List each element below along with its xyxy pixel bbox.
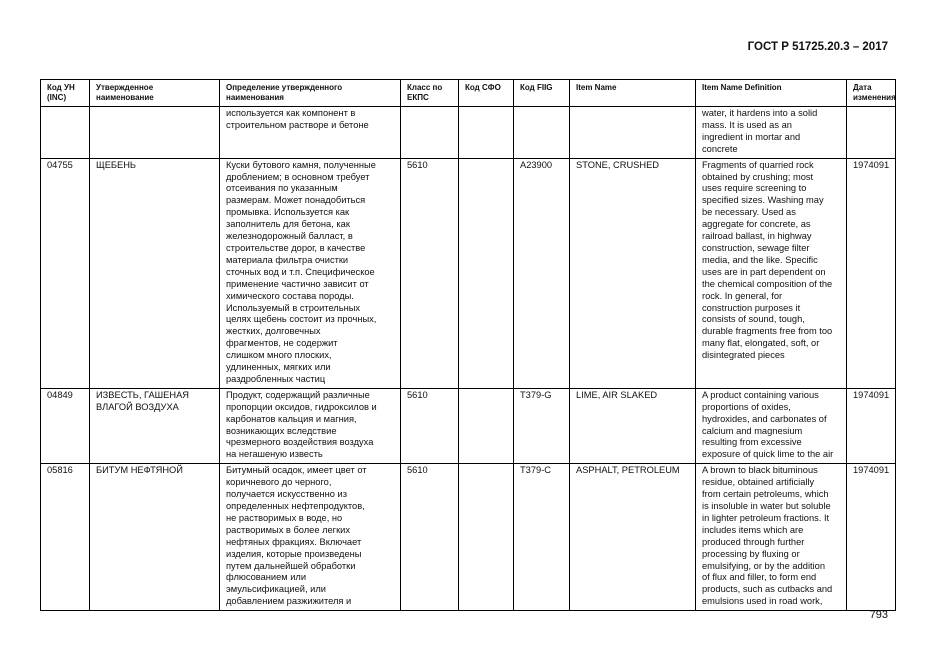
col-header-sfo: Код СФО — [459, 80, 514, 107]
text-line: эмульсификацией, или — [226, 584, 326, 595]
col-header-inc: Код УН (INC) — [41, 80, 90, 107]
text-line: чрезмерного воздействия воздуха — [226, 437, 374, 448]
text-line: emulsifying, or by the addition — [702, 560, 825, 571]
cell-date: 1974091 — [847, 464, 896, 611]
text-line: на негашеную известь — [226, 449, 323, 460]
text-line: aggregate for concrete, as — [702, 219, 811, 230]
cell-item-def — [696, 158, 847, 388]
cell-name — [90, 107, 220, 159]
cell-date — [847, 107, 896, 159]
text-line: применение частично зависит от — [226, 278, 369, 289]
cell-inc: 05816 — [41, 464, 90, 611]
text-line: processing by fluxing or — [702, 548, 800, 559]
text-line: resulting from excessive — [702, 437, 802, 448]
text-line: строительном растворе и бетоне — [226, 119, 369, 130]
text-line: mass. It is used as an — [702, 119, 792, 130]
col-header-item-name: Item Name — [570, 80, 696, 107]
text-line: промывка. Используется как — [226, 207, 350, 218]
text-line: obtained by crushing; most — [702, 171, 814, 182]
col-header-class: Класс по ЕКПС — [401, 80, 459, 107]
text-line: water, it hardens into a solid — [702, 108, 818, 118]
text-line: коричневого до черного, — [226, 477, 332, 488]
text-line: сточных вод и т.п. Специфическое — [226, 266, 375, 277]
cell-item-name: STONE, CRUSHED — [570, 158, 696, 388]
text-line: consists of sound, tough, — [702, 314, 805, 325]
cell-sfo — [459, 388, 514, 463]
cell-class — [401, 107, 459, 159]
text-line: A brown to black bituminous — [702, 465, 818, 476]
text-line: uses require screening to — [702, 183, 807, 194]
text-line: products, such as cutbacks and — [702, 584, 833, 595]
cell-inc — [41, 107, 90, 159]
text-line: слишком много плоских, — [226, 350, 332, 361]
col-header-name: Утвержденное наименование — [90, 80, 220, 107]
text-line: exposure of quick lime to the air — [702, 449, 834, 460]
cell-name: БИТУМ НЕФТЯНОЙ — [90, 464, 220, 611]
text-line: includes items which are — [702, 524, 804, 535]
text-line: the chemical composition of the — [702, 278, 833, 289]
text-line: calcium and magnesium — [702, 425, 803, 436]
cell-item-def — [696, 388, 847, 463]
text-line: A product containing various — [702, 389, 819, 400]
text-line: hydroxides, and carbonates of — [702, 413, 827, 424]
cell-class: 5610 — [401, 388, 459, 463]
text-line: disintegrated pieces — [702, 350, 785, 361]
text-line: produced through further — [702, 536, 805, 547]
text-line: химического состава породы. — [226, 290, 354, 301]
cell-sfo — [459, 464, 514, 611]
cell-item-name — [570, 107, 696, 159]
text-line: целях щебень состоит из прочных, — [226, 314, 377, 325]
text-line: дроблением; в основном требует — [226, 171, 370, 182]
table-header-row — [41, 80, 896, 107]
text-line: Используемый в строительных — [226, 302, 361, 313]
text-line: in lighter petroleum fractions. It — [702, 512, 830, 523]
text-line: Битумный осадок, имеет цвет от — [226, 465, 367, 476]
cell-class: 5610 — [401, 158, 459, 388]
cell-sfo — [459, 158, 514, 388]
text-line: отсеивания по указанным — [226, 183, 338, 194]
text-line: заполнитель для бетона, как — [226, 219, 350, 230]
text-line: нефтяных фракциях. Включает — [226, 536, 362, 547]
text-line: durable fragments free from too — [702, 326, 833, 337]
text-line: ingredient in mortar and — [702, 131, 801, 142]
table-row — [41, 388, 896, 463]
cell-name: ЩЕБЕНЬ — [90, 158, 220, 388]
page-number: 793 — [869, 609, 888, 621]
text-line: размерам. Может понадобиться — [226, 195, 366, 206]
text-line: используется как компонент в — [226, 108, 356, 118]
text-line: Продукт, содержащий различные — [226, 389, 370, 400]
text-line: удлиненных, мягких или — [226, 362, 331, 373]
document-header: ГОСТ Р 51725.20.3 – 2017 — [747, 41, 888, 53]
table-row — [41, 107, 896, 159]
text-line: получается искусственно из — [226, 489, 347, 500]
col-header-definition: Определение утвержденного наименования — [220, 80, 401, 107]
catalog-table — [40, 79, 896, 611]
text-line: путем дальнейшей обработки — [226, 560, 356, 571]
text-line: раздробленных частиц — [226, 373, 326, 384]
cell-definition — [220, 158, 401, 388]
text-line: Fragments of quarried rock — [702, 159, 814, 170]
text-line: жестких, долговечных — [226, 326, 321, 337]
text-line: железнодорожный балласт, в — [226, 231, 353, 242]
text-line: construction purposes it — [702, 302, 801, 313]
text-line: media, and the like. Specific — [702, 254, 818, 265]
cell-definition — [220, 464, 401, 611]
cell-inc: 04849 — [41, 388, 90, 463]
text-line: of flux and filler, to form end — [702, 572, 817, 583]
cell-class: 5610 — [401, 464, 459, 611]
cell-date: 1974091 — [847, 158, 896, 388]
text-line: карбонатов кальция и магния, — [226, 413, 357, 424]
text-line: материала фильтра очистки — [226, 254, 349, 265]
text-line: изделия, которые произведены — [226, 548, 362, 559]
text-line: proportions of oxides, — [702, 401, 791, 412]
text-line: не растворимых в воде, но — [226, 512, 343, 523]
text-line: добавлением разжижителя и — [226, 596, 352, 607]
text-line: растворимых в более легких — [226, 524, 350, 535]
text-line: specified sizes. Washing may — [702, 195, 824, 206]
text-line: concrete — [702, 143, 738, 154]
cell-definition — [220, 388, 401, 463]
text-line: rock. In general, for — [702, 290, 783, 301]
text-line: определенных нефтепродуктов, — [226, 501, 365, 511]
text-line: emulsions used in road work, — [702, 596, 823, 607]
cell-item-name: LIME, AIR SLAKED — [570, 388, 696, 463]
table-row — [41, 464, 896, 611]
col-header-fiig: Код FIIG — [514, 80, 570, 107]
text-line: возникающих вследствие — [226, 425, 337, 436]
cell-sfo — [459, 107, 514, 159]
text-line: residue, obtained artificially — [702, 477, 815, 488]
col-header-item-def: Item Name Definition — [696, 80, 847, 107]
text-line: Куски бутового камня, полученные — [226, 159, 376, 170]
col-header-date: Дата изменения — [847, 80, 896, 107]
cell-item-def — [696, 107, 847, 159]
text-line: is insoluble in water but soluble — [702, 501, 831, 511]
cell-definition — [220, 107, 401, 159]
cell-inc: 04755 — [41, 158, 90, 388]
text-line: from certain petroleums, which — [702, 489, 829, 500]
text-line: пропорции оксидов, гидроксилов и — [226, 401, 377, 412]
text-line: construction, sewage filter — [702, 242, 810, 253]
text-line: строительстве дорог, в качестве — [226, 242, 366, 253]
cell-item-def — [696, 464, 847, 611]
table-row — [41, 158, 896, 388]
cell-fiig: A23900 — [514, 158, 570, 388]
cell-date: 1974091 — [847, 388, 896, 463]
text-line: uses are in part dependent on — [702, 266, 826, 277]
cell-item-name: ASPHALT, PETROLEUM — [570, 464, 696, 611]
text-line: фрагментов, не содержит — [226, 338, 338, 349]
cell-name: ИЗВЕСТЬ, ГАШЕНАЯ ВЛАГОЙ ВОЗДУХА — [90, 388, 220, 463]
text-line: railroad ballast, in highway — [702, 231, 812, 242]
text-line: флюсованием или — [226, 572, 307, 583]
text-line: many flat, elongated, soft, or — [702, 338, 820, 349]
text-line: be necessary. Used as — [702, 207, 796, 218]
cell-fiig — [514, 107, 570, 159]
cell-fiig: T379-C — [514, 464, 570, 611]
cell-fiig: T379-G — [514, 388, 570, 463]
